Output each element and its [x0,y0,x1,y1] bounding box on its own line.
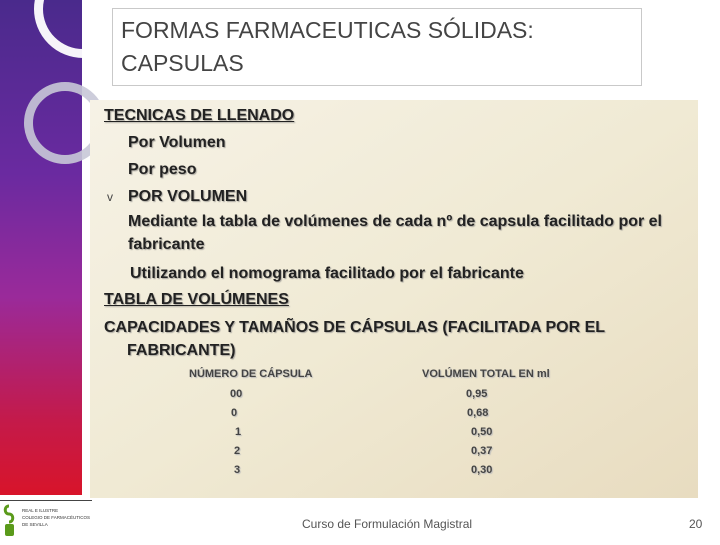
college-logo [2,502,92,540]
capacidades-line-1: CAPACIDADES Y TAMAÑOS DE CÁPSULAS (FACILITADA POR EL [104,319,606,336]
table-header-volumen: VOLÚMEN TOTAL EN ml [422,368,550,380]
svg-text:REAL E ILUSTRE: REAL E ILUSTRE [22,508,59,513]
table-cell-volumen: 0,30 [471,464,493,476]
list-item: Mediante la tabla de volúmenes de cada nº de capsula facilitado por el [128,213,662,230]
svg-text:COLEGIO DE FARMACÉUTICOS: COLEGIO DE FARMACÉUTICOS [22,515,91,520]
table-cell-numero: 00 [230,388,243,400]
table-cell-numero: 1 [235,426,242,438]
table-cell-numero: 0 [231,407,238,419]
list-item-continuation: fabricante [128,236,205,253]
page-number: 20 [689,517,703,531]
table-cell-numero: 3 [234,464,241,476]
check-bullet-icon: v [107,190,113,204]
heading-tecnicas: TECNICAS DE LLENADO [104,107,295,124]
table-cell-volumen: 0,68 [467,407,489,419]
list-item: Utilizando el nomograma facilitado por el fabricante [130,265,524,282]
list-item: Por Volumen [128,134,226,151]
logo-divider [0,500,92,501]
table-header-numero: NÚMERO DE CÁPSULA [189,368,313,380]
capacidades-line-2: FABRICANTE) [127,342,236,359]
table-cell-volumen: 0,50 [471,426,493,438]
list-item: POR VOLUMEN [128,188,248,205]
table-cell-numero: 2 [234,445,241,457]
svg-text:DE SEVILLA: DE SEVILLA [22,522,48,527]
list-item: Por peso [128,161,197,178]
slide-title [121,14,641,80]
footer-text: Curso de Formulación Magistral [302,517,473,531]
title-line-2: CAPSULAS [121,50,244,76]
pharmacy-seal-icon [2,502,92,540]
title-line-1: FORMAS FARMACEUTICAS SÓLIDAS: [121,17,534,43]
table-cell-volumen: 0,95 [466,388,488,400]
decorative-side-bar [0,0,82,495]
table-cell-volumen: 0,37 [471,445,493,457]
heading-tabla: TABLA DE VOLÚMENES [104,291,289,308]
